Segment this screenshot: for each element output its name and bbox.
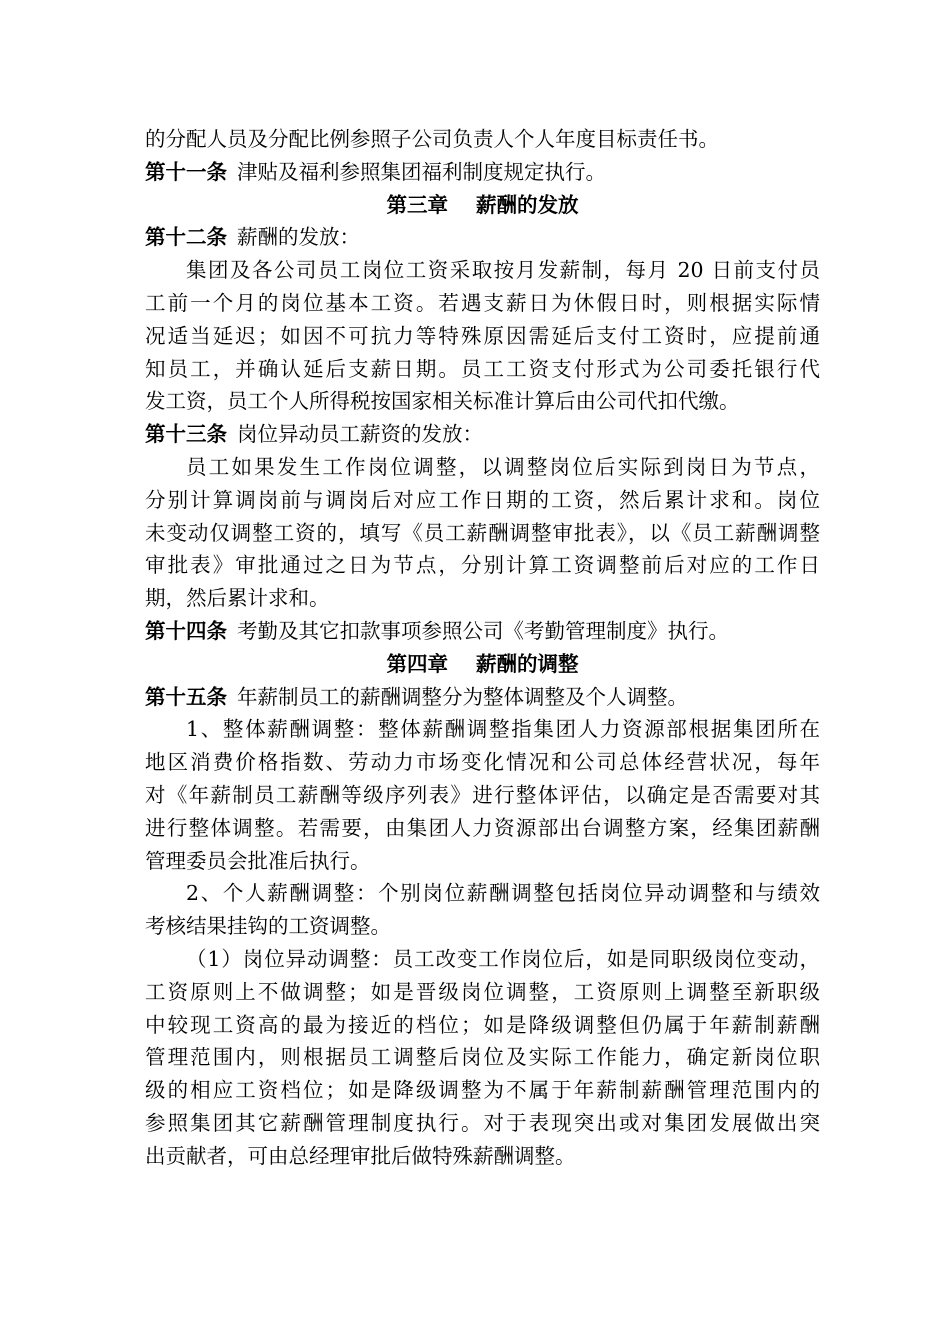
article-15-p3-line: 级的相应工资档位；如是降级调整为不属于年薪制薪酬管理范围内的	[145, 1078, 820, 1103]
article-13-line: 未变动仅调整工资的，填写《员工薪酬调整审批表》，以《员工薪酬调整	[145, 520, 820, 545]
continuation-line: 的分配人员及分配比例参照子公司负责人个人年度目标责任书。	[145, 127, 719, 151]
article-12-line: 集团及各公司员工岗位工资采取按月发薪制，每月 20 日前支付员	[186, 258, 820, 283]
article-12-line: 工前一个月的岗位基本工资。若遇支薪日为休假日时，则根据实际情	[145, 290, 820, 315]
chapter-4-number: 第四章	[386, 651, 448, 676]
document-page	[145, 123, 820, 1173]
chapter-4-title: 薪酬的调整	[476, 651, 579, 676]
article-13-line: 期，然后累计求和。	[145, 586, 330, 611]
article-15-p1-line: 管理委员会批准后执行。	[145, 848, 371, 873]
article-11-text: 津贴及福利参照集团福利制度规定执行。	[237, 159, 606, 184]
article-15-p3-line: 中较现工资高的最为接近的档位；如是降级调整但仍属于年薪制薪酬	[145, 1012, 820, 1037]
article-15-text: 年薪制员工的薪酬调整分为整体调整及个人调整。	[237, 684, 688, 709]
article-15-p1-line: 地区消费价格指数、劳动力市场变化情况和公司总体经营状况，每年	[145, 750, 820, 775]
article-15-p3-line: 出贡献者，可由总经理审批后做特殊薪酬调整。	[145, 1143, 576, 1168]
article-15-p1-line: 1、整体薪酬调整：整体薪酬调整指集团人力资源部根据集团所在	[186, 717, 820, 742]
article-13-line: 审批表》审批通过之日为节点，分别计算工资调整前后对应的工作日	[145, 553, 820, 578]
article-15-p3-line: 参照集团其它薪酬管理制度执行。对于表现突出或对集团发展做出突	[145, 1110, 820, 1135]
chapter-3-heading	[145, 189, 820, 222]
article-15-p3-line: （1）岗位异动调整：员工改变工作岗位后，如是同职级岗位变动，	[186, 946, 820, 971]
chapter-4-heading	[145, 648, 820, 681]
article-12-line: 发工资，员工个人所得税按国家相关标准计算后由公司代扣代缴。	[145, 389, 740, 414]
article-15-p2-line: 考核结果挂钩的工资调整。	[145, 914, 391, 939]
article-15-label: 第十五条	[145, 684, 227, 709]
article-12-text: 薪酬的发放：	[237, 225, 360, 250]
article-12	[145, 221, 820, 254]
article-14	[145, 615, 820, 648]
article-13-line: 员工如果发生工作岗位调整，以调整岗位后实际到岗日为节点，	[186, 454, 820, 479]
article-15-p2-line: 2、个人薪酬调整：个别岗位薪酬调整包括岗位异动调整和与绩效	[186, 881, 820, 906]
article-15	[145, 681, 820, 714]
article-11	[145, 156, 820, 189]
article-15-p3-line: 管理范围内，则根据员工调整后岗位及实际工作能力，确定新岗位职	[145, 1045, 820, 1070]
chapter-3-number: 第三章	[386, 192, 448, 217]
article-15-p3-line: 工资原则上不做调整；如是晋级岗位调整，工资原则上调整至新职级	[145, 979, 820, 1004]
article-12-line: 知员工，并确认延后支薪日期。员工工资支付形式为公司委托银行代	[145, 356, 820, 381]
article-13-line: 分别计算调岗前与调岗后对应工作日期的工资，然后累计求和。岗位	[145, 487, 820, 512]
article-15-p1-line: 进行整体调整。若需要，由集团人力资源部出台调整方案，经集团薪酬	[145, 815, 820, 840]
article-13	[145, 418, 820, 451]
article-11-label: 第十一条	[145, 159, 227, 184]
article-13-text: 岗位异动员工薪资的发放：	[237, 422, 483, 447]
article-15-p1-line: 对《年薪制员工薪酬等级序列表》进行整体评估，以确定是否需要对其	[145, 782, 820, 807]
article-12-line: 况适当延迟；如因不可抗力等特殊原因需延后支付工资时，应提前通	[145, 323, 820, 348]
article-13-label: 第十三条	[145, 422, 227, 447]
article-14-label: 第十四条	[145, 618, 227, 643]
article-14-text: 考勤及其它扣款事项参照公司《考勤管理制度》执行。	[237, 618, 729, 643]
article-12-label: 第十二条	[145, 225, 227, 250]
chapter-3-title: 薪酬的发放	[476, 192, 579, 217]
